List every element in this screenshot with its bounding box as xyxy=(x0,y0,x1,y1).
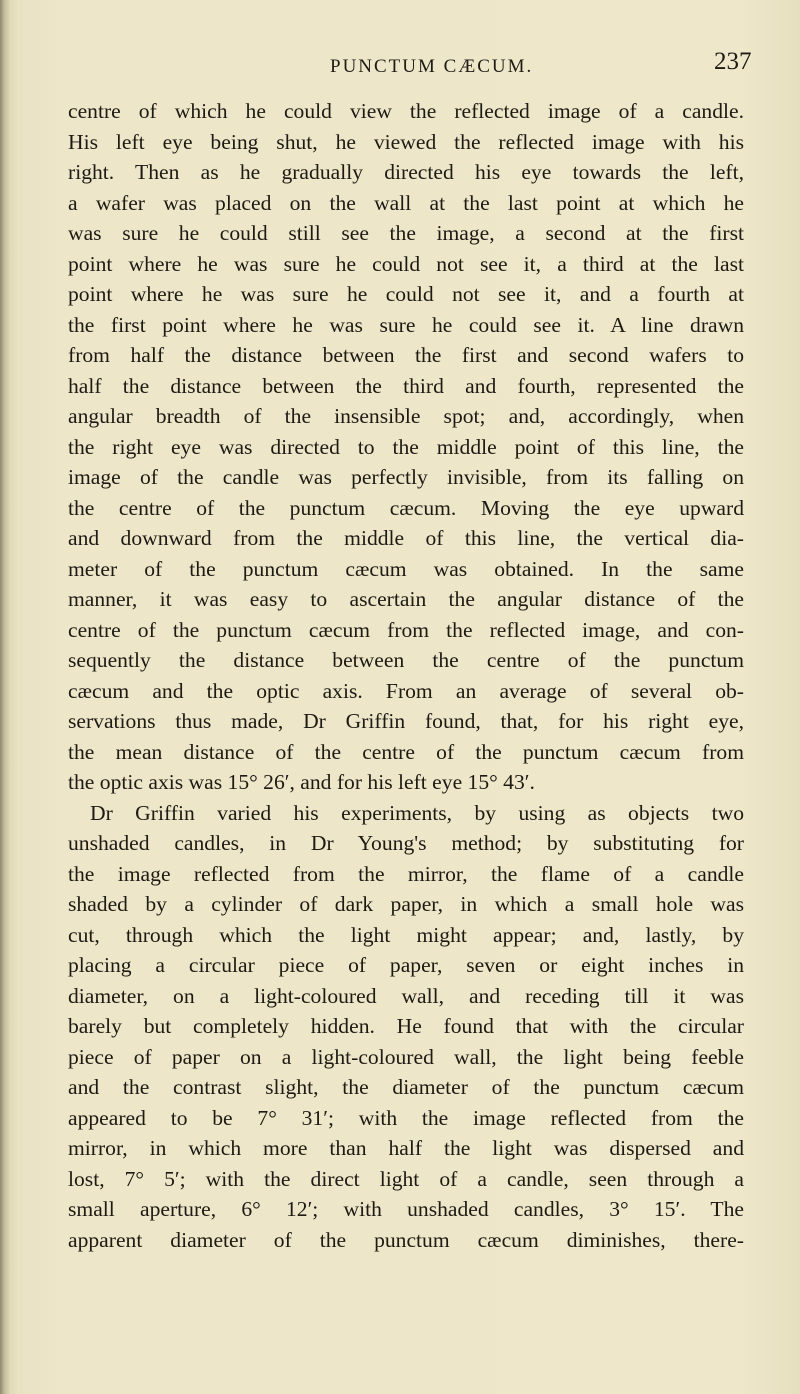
text-line: servations thus made, Dr Griffin found, that, for his right eye, xyxy=(68,709,744,733)
text-line: point where he was sure he could not see it, a third at the last xyxy=(68,251,744,276)
binding-gutter xyxy=(0,0,10,1394)
text-line: the right eye was directed to the middle point of this line, the xyxy=(68,434,744,459)
text-line: the first point where he was sure he could see it. A line drawn xyxy=(68,312,744,337)
paragraph-start-line: Dr Griffin varied his experiments, by using as objects two xyxy=(90,800,744,825)
text-line: His left eye being shut, he viewed the reflected image with his xyxy=(68,129,744,154)
text-line: half the distance between the third and fourth, represented the xyxy=(68,373,744,398)
text-line: small aperture, 6° 12′; with unshaded candles, 3° 15′. The xyxy=(68,1197,744,1221)
text-line: barely but completely hidden. He found that with the circular xyxy=(68,1014,744,1038)
text-line: sequently the distance between the centre of the punctum xyxy=(68,648,744,672)
text-line: mirror, in which more than half the light was dispersed and xyxy=(68,1136,744,1160)
running-head: PUNCTUM CÆCUM. xyxy=(330,56,534,77)
text-line: cut, through which the light might appear; and, lastly, by xyxy=(68,922,744,947)
text-line: and the contrast slight, the diameter of the punctum cæcum xyxy=(68,1075,744,1099)
text-line: from half the distance between the first and second wafers to xyxy=(68,343,744,367)
text-line: the centre of the punctum cæcum. Moving the eye upward xyxy=(68,495,744,520)
text-line: diameter, on a light-coloured wall, and receding till it was xyxy=(68,983,744,1008)
text-line: point where he was sure he could not see it, and a fourth at xyxy=(68,282,744,306)
text-line: piece of paper on a light-coloured wall, the light being feeble xyxy=(68,1044,744,1069)
text-line: appeared to be 7° 31′; with the image reflected from the xyxy=(68,1105,744,1130)
text-line: unshaded candles, in Dr Young's method; by substituting for xyxy=(68,831,744,855)
text-line: manner, it was easy to ascertain the angular distance of the xyxy=(68,587,744,611)
text-line: was sure he could still see the image, a second at the first xyxy=(68,221,744,245)
text-line: placing a circular piece of paper, seven or eight inches in xyxy=(68,953,744,977)
text-line: centre of which he could view the reflected image of a candle. xyxy=(68,99,744,123)
page-number: 237 xyxy=(714,48,752,75)
body-text xyxy=(68,96,744,1255)
text-line: the image reflected from the mirror, the flame of a candle xyxy=(68,861,744,886)
text-line: image of the candle was perfectly invisible, from its falling on xyxy=(68,465,744,489)
text-line: angular breadth of the insensible spot; and, accordingly, when xyxy=(68,404,744,428)
text-line: cæcum and the optic axis. From an average of several ob- xyxy=(68,678,744,703)
paragraph-end-line: the optic axis was 15° 26′, and for his left eye 15° 43′. xyxy=(68,770,535,794)
text-line: meter of the punctum cæcum was obtained. In the same xyxy=(68,556,744,581)
text-line: right. Then as he gradually directed his eye towards the left, xyxy=(68,160,744,184)
text-line: lost, 7° 5′; with the direct light of a candle, seen through a xyxy=(68,1166,744,1191)
text-line: apparent diameter of the punctum cæcum diminishes, there- xyxy=(68,1227,744,1252)
text-line: a wafer was placed on the wall at the last point at which he xyxy=(68,190,744,215)
text-line: and downward from the middle of this line, the vertical dia- xyxy=(68,526,744,550)
page-header xyxy=(0,48,800,88)
text-line: centre of the punctum cæcum from the reflected image, and con- xyxy=(68,617,744,642)
text-line: the mean distance of the centre of the punctum cæcum from xyxy=(68,739,744,764)
text-line: shaded by a cylinder of dark paper, in which a small hole was xyxy=(68,892,744,916)
